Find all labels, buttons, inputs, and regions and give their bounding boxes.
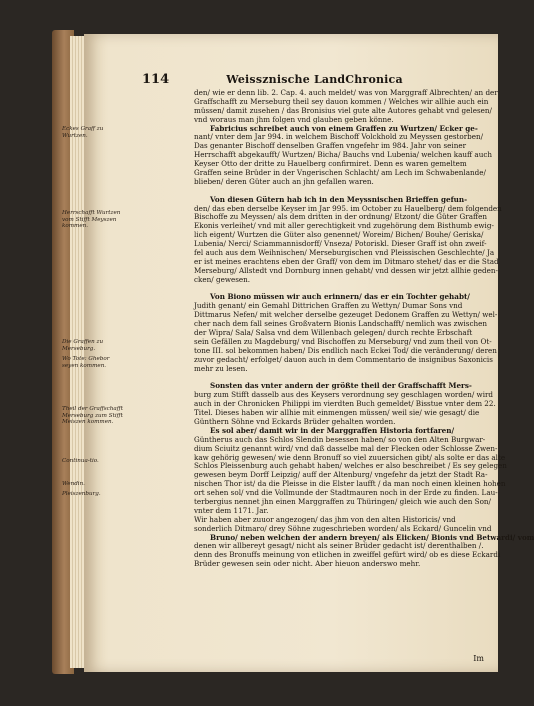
- running-header: [142, 72, 487, 88]
- marginal-note: Wo Tote: Ghebor seyen kommen.: [62, 356, 110, 369]
- text-line: Graffschafft zu Merseburg theil sey dauon kommen / Welches wir allhie auch ein: [194, 96, 489, 106]
- text-line: sein Gefällen zu Magdeburg/ vnd Bischoffen zu Merseburg/ vnd zum theil von Ot-: [194, 336, 492, 346]
- text-line: Keyser Otto der dritte zu Hauelberg confirmiret. Denn es waren gemeltem: [194, 159, 467, 169]
- page-number: 114: [142, 72, 170, 87]
- text-line: der Wipra/ Sala/ Salsa vnd dem Willenbach gelegen/ durch rechte Erbschaft: [194, 328, 473, 338]
- text-line: Titel. Dieses haben wir allhie mit einmengen müssen/ weil sie/ wie gesagt/ die: [194, 408, 480, 418]
- text-line: Herrschafft abgekaufft/ Wurtzen/ Bicha/ Bauchs vnd Lubenia/ welchen kauff auch: [194, 150, 492, 160]
- marginal-note: Pleiszenburg.: [62, 491, 101, 497]
- text-line: Dittmarus Nefen/ mit welcher derselbe gezeuget Dedonem Graffen zu Wettyn/ wel-: [194, 310, 498, 320]
- text-line: kaw gehörig gewesen/ wie denn Bronuff so viel zuuersichen gibt/ als solte er das alte: [194, 452, 506, 462]
- text-line: Sonsten das vnter andern der größte theil der Graffschafft Mers-: [210, 381, 472, 391]
- text-line: sonderlich Ditmaro/ drey Söhne zugeschrieben worden/ als Eckard/ Guncelin vnd: [194, 523, 492, 533]
- text-line: cher nach dem fall seines Großvatern Bionis Landschafft/ nemlich was zwischen: [194, 319, 488, 329]
- text-line: Lubenia/ Nerci/ Sciammannisdorff/ Vnseza/ Potoriskl. Dieser Graff ist ohn zweif-: [194, 239, 487, 249]
- text-line: Merseburg/ Allstedt vnd Dornburg innen gehabt/ vnd dessen wir jetzt allhie geden-: [194, 265, 498, 275]
- text-line: denen wir allbereyt gesagt/ nicht als seiner Brüder gedacht ist/ derenthalben /.: [194, 541, 484, 551]
- text-line: auch in der Chronicken Philippi im vierdten Buch gemeldet/ Bisstue vnter dem 22.: [194, 399, 496, 409]
- text-line: vnd woraus man jhm folgen vnd glauben geben könne.: [194, 114, 394, 124]
- body-text: [194, 88, 534, 569]
- text-line: blieben/ deren Güter auch an jhn gefallen waren.: [194, 176, 374, 186]
- text-line: dium Sciuitz genannt wird/ vnd daß dasselbe mal der Flecken oder Schlosse Zwen-: [194, 443, 498, 453]
- text-line: Graffen seine Brüder in der Vngerischen Schlacht/ am Lech im Schwabenlande/: [194, 168, 486, 178]
- text-line: tone III. sol bekommen haben/ Dis endlich nach Eckei Tod/ die veränderung/ deren: [194, 345, 497, 355]
- text-line: den/ das eben derselbe Keyser im Jar 995. im October zu Hauelberg/ dem folgenden: [194, 203, 502, 213]
- text-line: Ekonis verleihet/ vnd mit aller gerechtigkeit vnd zugehörung dem Bisthumb ewig-: [194, 221, 494, 231]
- marginal-note: Continua-tio.: [62, 458, 99, 464]
- text-line: Judith genant/ ein Gemahl Dittrichen Graffen zu Wettyn/ Dumar Sons vnd: [194, 301, 463, 311]
- text-line: Es sol aber/ damit wir in der Marggraffen Historia fortfaren/: [210, 425, 455, 435]
- text-line: nischen Thor ist/ da die Pleisse in die Elster laufft / da man noch einen kleinen hohen: [194, 479, 506, 489]
- text-line: terbergius nennet jhn einen Marggraffen zu Thüringen/ gleich wie auch den Son/: [194, 496, 491, 506]
- text-line: nant/ vnter dem Jar 994. in welchem Bischoff Volckhold zu Meyssen gestorben/: [194, 132, 484, 142]
- catchword: Im: [473, 654, 484, 663]
- marginal-note: Theil der Graffschafft Merseburg zum Stifft Meiszen kommen.: [62, 406, 123, 426]
- text-line: Wir haben aber zuuor angezogen/ das jhm von den alten Historicis/ vnd: [194, 514, 456, 524]
- text-line: Brüder gewesen sein oder nicht. Aber hieuon anderswo mehr.: [194, 559, 421, 569]
- text-line: Bruno/ neben welchen der andern breyen/ als Elicken/ Bionis vnd Betwardi/ vom: [210, 532, 534, 542]
- text-line: vnter dem 1171. Jar.: [194, 505, 269, 515]
- text-line: Bischoffe zu Meyssen/ als dem dritten in der ordnung/ Etzont/ die Güter Graffen: [194, 212, 487, 222]
- text-line: zuvor gedacht/ erfolget/ dauon auch in dem Commentario de insignibus Saxonicis: [194, 354, 493, 364]
- text-line: gewesen beym Dorff Leipzig/ auff der Altenburg/ vngefehr da jetzt der Stadt Ra-: [194, 470, 488, 480]
- text-line: müssen/ damit zusehen / das Bronisius viel gute alte Autores gehabt vnd gelesen/: [194, 105, 492, 115]
- book-page: [62, 34, 534, 672]
- marginal-note: Wendin.: [62, 481, 85, 487]
- text-line: Von Biono müssen wir auch erinnern/ das er ein Tochter gehabt/: [210, 292, 470, 302]
- text-line: Das genanter Bischoff denselben Graffen vngefehr im 984. Jahr von seiner: [194, 141, 467, 151]
- text-line: fel auch aus dem Weihnischen/ Merseburgischen vnd Pleissischen Geschlechte/ Ja: [194, 248, 495, 258]
- text-line: ort sehen sol/ vnd die Vollmunde der Stadtmauren noch in der Erde zu finden. Lau-: [194, 488, 498, 498]
- marginal-note: Eckes Graff zu Wurtzen.: [62, 126, 104, 139]
- text-line: Güntherus auch das Schlos Slendin besessen haben/ so von den Alten Burgwar-: [194, 434, 486, 444]
- text-line: Fabricius schreibet auch von einem Graffen zu Wurtzen/ Ecker ge-: [210, 123, 478, 133]
- text-line: mehr zu lesen.: [194, 363, 248, 373]
- text-line: lich eigent/ Wurtzen die Güter also genennet/ Woreim/ Bichen/ Bouhe/ Geriska/: [194, 230, 484, 240]
- marginal-note: Herrschafft Wurtzen vom Stifft Meyszen kommen.: [62, 210, 121, 230]
- running-title: Weissznische LandChronica: [226, 73, 403, 86]
- marginal-note: Die Graffen zu Merseburg.: [62, 339, 104, 352]
- text-line: den/ wie er denn lib. 2. Cap. 4. auch meldet/ was von Marggraff Albrechten/ an der: [194, 88, 498, 97]
- text-line: Günthern Söhne vnd Eckards Brüder gehalten worden.: [194, 416, 396, 426]
- text-line: burg zum Stifft dasselb aus des Keysers verordnung sey geschlagen worden/ wird: [194, 390, 494, 400]
- text-line: Von diesen Gütern hab ich in den Meyssnischen Brieffen gefun-: [210, 194, 468, 204]
- text-line: er ist meines erachtens eben der Graff/ von dem im Ditmaro stehet/ das er die Stad: [194, 256, 499, 266]
- text-line: Schlos Pleissenburg auch gehabt haben/ welches er also beschreibet / Es sey gelegen: [194, 461, 507, 471]
- text-line: denn des Bronuffs meinung von etlichen in zweiffel gefürt wird/ ob es diese Eckardi: [194, 550, 501, 560]
- text-line: cken/ gewesen.: [194, 274, 251, 284]
